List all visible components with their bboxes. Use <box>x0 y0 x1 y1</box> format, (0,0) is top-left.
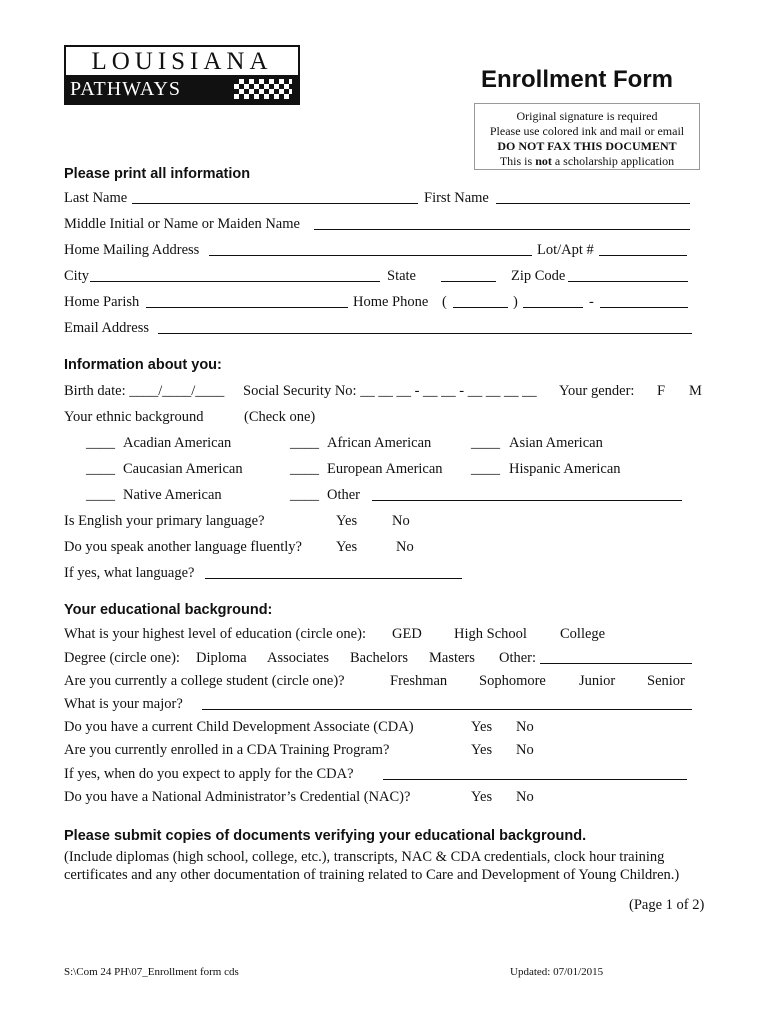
phone-line-field[interactable] <box>600 296 688 308</box>
gender-label: Your gender: <box>559 383 635 399</box>
zip-field[interactable] <box>568 270 688 282</box>
page-number: (Page 1 of 2) <box>629 897 705 913</box>
cda-when-field[interactable] <box>383 768 687 780</box>
checkered-flag-icon <box>234 79 292 99</box>
ethnic-label: Your ethnic background <box>64 409 204 425</box>
parish-label: Home Parish <box>64 294 140 310</box>
english-yes-option[interactable]: Yes <box>336 513 358 529</box>
first-name-field[interactable] <box>496 192 690 204</box>
section-heading-education: Your educational background: <box>64 602 273 618</box>
state-field[interactable] <box>441 270 496 282</box>
last-name-label: Last Name <box>64 190 128 206</box>
nac-yes-option[interactable]: Yes <box>471 789 493 805</box>
english-question: Is English your primary language? <box>64 513 265 529</box>
gender-f-option[interactable]: F <box>657 383 666 399</box>
college-student-question: Are you currently a college student (circle one)? <box>64 673 345 689</box>
city-label: City <box>64 268 89 284</box>
major-label: What is your major? <box>64 696 183 712</box>
notice-box <box>474 103 700 170</box>
ssn-field[interactable]: Social Security No: __ __ __ - __ __ - __ __ __ __ <box>243 383 537 399</box>
degree-associates-option[interactable]: Associates <box>267 650 330 666</box>
ethnic-checkbox-native[interactable]: ____ <box>86 487 115 503</box>
documents-note-line2: certificates and any other documentation of training related to Care and Development of Young Children.) <box>64 867 680 883</box>
cda-when-label: If yes, when do you expect to apply for the CDA? <box>64 766 354 782</box>
zip-label: Zip Code <box>511 268 566 284</box>
degree-other-label: Other: <box>499 650 537 666</box>
education-high-school-option[interactable]: High School <box>454 626 527 642</box>
ethnic-checkbox-african[interactable]: ____ <box>290 435 319 451</box>
student-junior-option[interactable]: Junior <box>579 673 616 689</box>
notice-line: Original signature is required <box>516 109 658 123</box>
which-language-field[interactable] <box>205 567 462 579</box>
ethnic-other-field[interactable] <box>372 489 682 501</box>
ethnic-checkbox-hispanic[interactable]: ____ <box>471 461 500 477</box>
major-field[interactable] <box>202 698 692 710</box>
english-no-option[interactable]: No <box>392 513 410 529</box>
ethnic-option-hispanic: Hispanic American <box>509 461 621 477</box>
student-freshman-option[interactable]: Freshman <box>390 673 448 689</box>
cda-yes-option[interactable]: Yes <box>471 719 493 735</box>
middle-name-label: Middle Initial or Name or Maiden Name <box>64 216 300 232</box>
footer-file-path: S:\Com 24 PH\07_Enrollment form cds <box>64 966 239 978</box>
phone-dash: - <box>589 294 594 310</box>
ethnic-checkbox-asian[interactable]: ____ <box>471 435 500 451</box>
parish-field[interactable] <box>146 296 348 308</box>
degree-bachelors-option[interactable]: Bachelors <box>350 650 408 666</box>
louisiana-pathways-logo <box>64 45 300 105</box>
another-language-question: Do you speak another language fluently? <box>64 539 302 555</box>
section-heading-personal: Please print all information <box>64 166 251 182</box>
middle-name-field[interactable] <box>314 218 690 230</box>
which-language-label: If yes, what language? <box>64 565 195 581</box>
cda-no-option[interactable]: No <box>516 719 534 735</box>
ethnic-option-other: Other <box>327 487 361 503</box>
phone-paren-close: ) <box>513 294 518 310</box>
phone-area-field[interactable] <box>453 296 508 308</box>
state-label: State <box>387 268 416 284</box>
ethnic-option-african: African American <box>327 435 432 451</box>
ethnic-checkbox-other[interactable]: ____ <box>290 487 319 503</box>
cda-enrolled-yes-option[interactable]: Yes <box>471 742 493 758</box>
email-label: Email Address <box>64 320 149 336</box>
notice-line: DO NOT FAX THIS DOCUMENT <box>497 139 677 153</box>
address-label: Home Mailing Address <box>64 242 200 258</box>
education-ged-option[interactable]: GED <box>392 626 422 642</box>
documents-note-line1: (Include diplomas (high school, college, etc.), transcripts, NAC & CDA credentials, clock hour training <box>64 849 665 865</box>
first-name-label: First Name <box>424 190 489 206</box>
logo-bottom-text: PATHWAYS <box>70 78 182 100</box>
education-college-option[interactable]: College <box>560 626 606 642</box>
section-heading-about: Information about you: <box>64 357 222 373</box>
logo-top-text: LOUISIANA <box>91 48 273 75</box>
form-title: Enrollment Form <box>481 66 674 93</box>
footer-updated-date: Updated: 07/01/2015 <box>510 966 604 978</box>
city-field[interactable] <box>90 270 380 282</box>
ethnic-checkbox-caucasian[interactable]: ____ <box>86 461 115 477</box>
nac-no-option[interactable]: No <box>516 789 534 805</box>
cda-enrolled-no-option[interactable]: No <box>516 742 534 758</box>
phone-prefix-field[interactable] <box>523 296 583 308</box>
ethnic-option-asian: Asian American <box>509 435 603 451</box>
degree-diploma-option[interactable]: Diploma <box>196 650 247 666</box>
phone-label: Home Phone <box>353 294 429 310</box>
gender-m-option[interactable]: M <box>689 383 702 399</box>
check-one-note: (Check one) <box>244 409 316 425</box>
birth-date-field[interactable]: Birth date: ____/____/____ <box>64 383 225 399</box>
last-name-field[interactable] <box>132 192 418 204</box>
nac-question: Do you have a National Administrator’s Credential (NAC)? <box>64 789 411 805</box>
cda-enrolled-question: Are you currently enrolled in a CDA Training Program? <box>64 742 390 758</box>
ethnic-option-european: European American <box>327 461 443 477</box>
another-language-yes-option[interactable]: Yes <box>336 539 358 555</box>
lot-label: Lot/Apt # <box>537 242 594 258</box>
student-sophomore-option[interactable]: Sophomore <box>479 673 546 689</box>
section-heading-documents: Please submit copies of documents verifying your educational background. <box>64 828 587 844</box>
student-senior-option[interactable]: Senior <box>647 673 685 689</box>
highest-education-question: What is your highest level of education (circle one): <box>64 626 366 642</box>
email-field[interactable] <box>158 322 692 334</box>
ethnic-checkbox-acadian[interactable]: ____ <box>86 435 115 451</box>
degree-masters-option[interactable]: Masters <box>429 650 475 666</box>
degree-other-field[interactable] <box>540 652 692 664</box>
ethnic-checkbox-european[interactable]: ____ <box>290 461 319 477</box>
another-language-no-option[interactable]: No <box>396 539 414 555</box>
ethnic-option-acadian: Acadian American <box>123 435 232 451</box>
notice-line: This is not a scholarship application <box>499 154 675 168</box>
address-field[interactable] <box>209 244 532 256</box>
ethnic-option-caucasian: Caucasian American <box>123 461 243 477</box>
degree-question: Degree (circle one): <box>64 650 180 666</box>
logo-bar <box>66 75 298 103</box>
notice-line: Please use colored ink and mail or email <box>489 124 685 138</box>
phone-paren-open: ( <box>442 294 447 310</box>
cda-question: Do you have a current Child Development Associate (CDA) <box>64 719 414 735</box>
ethnic-option-native: Native American <box>123 487 222 503</box>
lot-field[interactable] <box>599 244 687 256</box>
